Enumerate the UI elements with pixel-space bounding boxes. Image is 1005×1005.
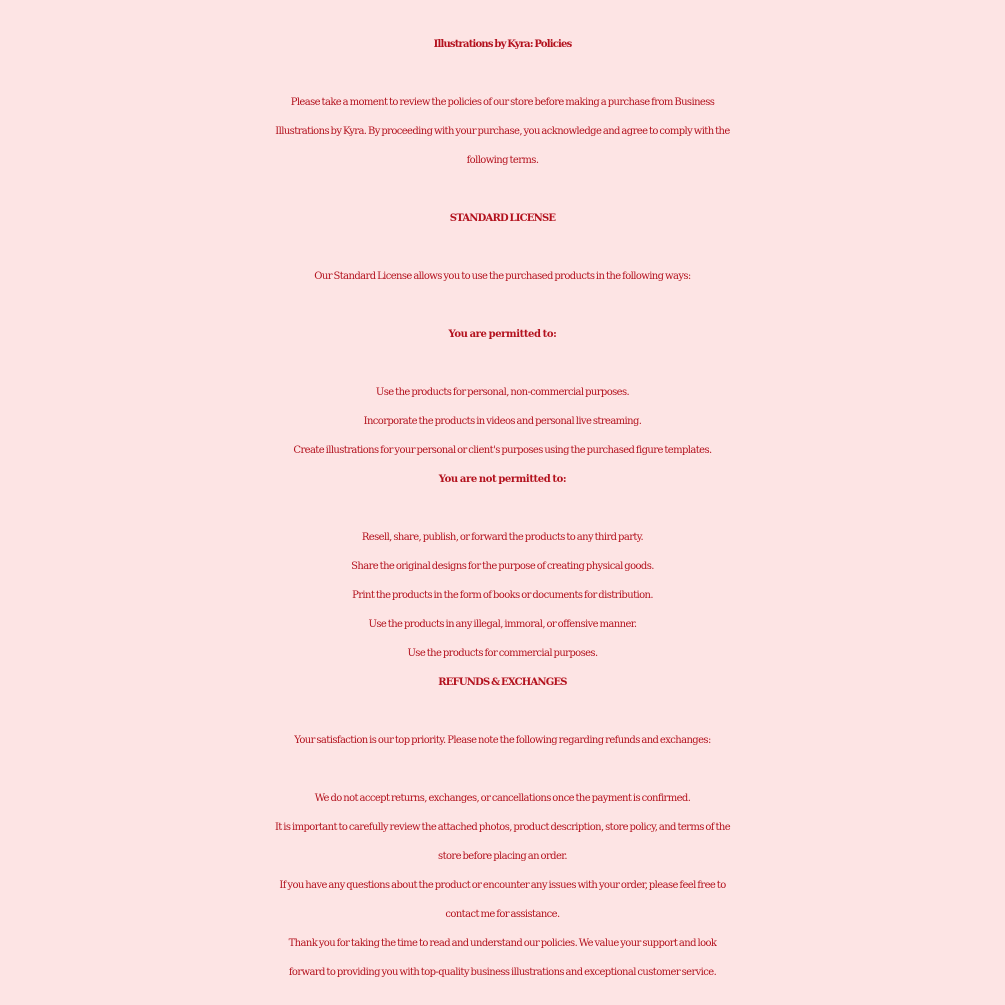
spacer <box>0 291 1005 320</box>
spacer <box>0 349 1005 378</box>
permitted-item: Use the products for personal, non-commercial purposes. <box>375 387 630 398</box>
not-permitted-item: Use the products in any illegal, immoral, or offensive manner. <box>368 619 637 630</box>
page-title: Illustrations by Kyra: Policies <box>433 39 572 50</box>
intro-line-3: following terms. <box>466 155 539 166</box>
not-permitted-heading: You are not permitted to: <box>438 474 567 485</box>
spacer <box>0 697 1005 726</box>
refunds-line: Thank you for taking the time to read and understand our policies. We value your support and look <box>288 938 717 949</box>
not-permitted-item: Use the products for commercial purposes. <box>407 648 598 659</box>
not-permitted-item: Resell, share, publish, or forward the products to any third party. <box>361 532 644 543</box>
spacer <box>0 59 1005 88</box>
refunds-line: It is important to carefully review the attached photos, product description, store policy, and terms of the <box>274 822 731 833</box>
refunds-line: contact me for assistance. <box>445 909 560 920</box>
permitted-heading: You are permitted to: <box>448 329 557 340</box>
not-permitted-item: Print the products in the form of books or documents for distribution. <box>352 590 653 601</box>
spacer <box>0 755 1005 784</box>
refunds-line: store before placing an order. <box>438 851 567 862</box>
standard-license-intro: Our Standard License allows you to use the purchased products in the following ways: <box>314 271 691 282</box>
standard-license-heading: STANDARD LICENSE <box>449 213 556 224</box>
permitted-item: Incorporate the products in videos and personal live streaming. <box>363 416 642 427</box>
permitted-item: Create illustrations for your personal or client's purposes using the purchased figure templates. <box>293 445 712 456</box>
refunds-intro: Your satisfaction is our top priority. Please note the following regarding refunds and exchanges: <box>294 735 711 746</box>
refunds-line: forward to providing you with top-quality business illustrations and exceptional customer service. <box>288 967 717 978</box>
intro-line-2: Illustrations by Kyra. By proceeding with your purchase, you acknowledge and agree to comply with the <box>275 126 730 137</box>
refunds-heading: REFUNDS & EXCHANGES <box>438 677 567 688</box>
spacer <box>0 233 1005 262</box>
refunds-line: We do not accept returns, exchanges, or cancellations once the payment is confirmed. <box>314 793 691 804</box>
refunds-line: If you have any questions about the product or encounter any issues with your order, please feel free to <box>279 880 726 891</box>
not-permitted-item: Share the original designs for the purpose of creating physical goods. <box>351 561 654 572</box>
intro-line-1: Please take a moment to review the policies of our store before making a purchase from Business <box>290 97 715 108</box>
spacer <box>0 494 1005 523</box>
spacer <box>0 175 1005 204</box>
